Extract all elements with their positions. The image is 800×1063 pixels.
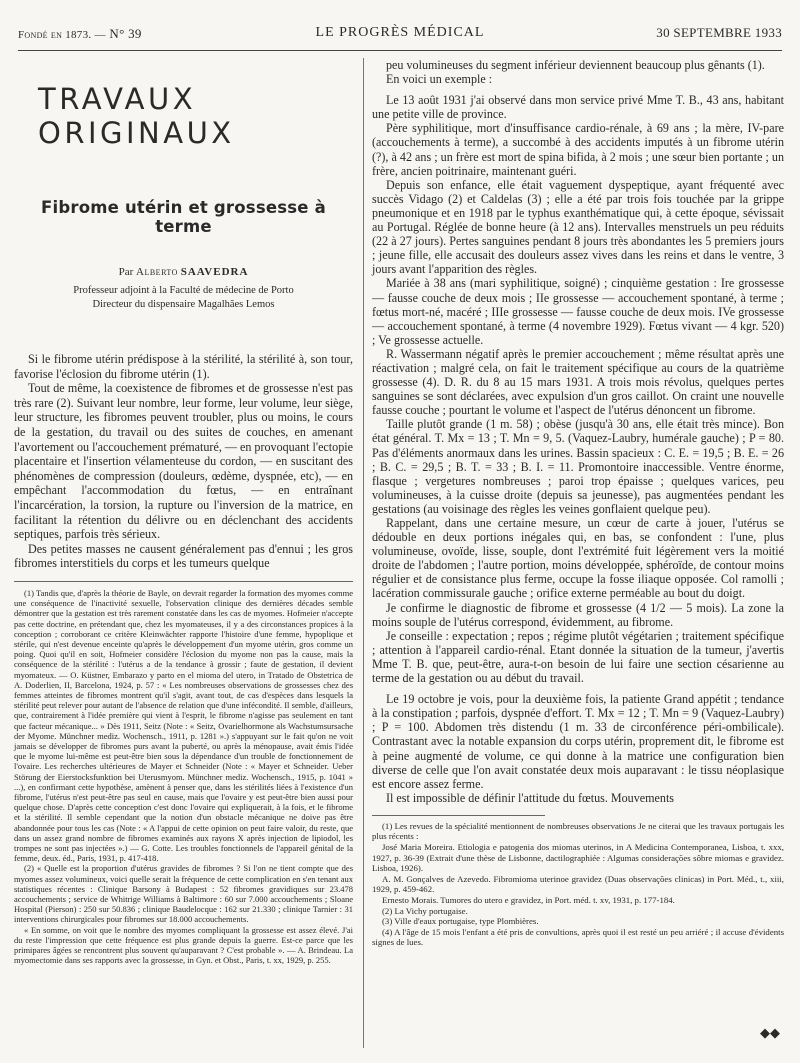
case-paragraph: R. Wassermann négatif après le premier accouchement ; même résultat après une réactivation ; malgré cela, on fait le traitement spécifique au cours de la quatrième grossesse (4). D. R. du 8 au 15 mars 1931. A trois mois révolus, quelques pertes sanguines se sont déclarées, avec expulsion d'un gros caillot. On craint une nouvelle fausse couche ; pourtant le volume et l'aspect de l'utérus dénoncent un fibrome. xyxy=(372,346,784,418)
footnote: (4) A l'âge de 15 mois l'enfant a été pris de convultions, après quoi il est resté un peu arriéré ; il accuse d'évidents signes de lues. xyxy=(372,926,784,948)
affiliation-line-1: Professeur adjoint à la Faculté de médecine de Porto xyxy=(73,285,294,296)
right-column xyxy=(372,58,784,948)
spacer xyxy=(372,685,784,692)
affiliation xyxy=(14,284,353,312)
footnote: (2) « Quelle est la proportion d'utérus gravides de fibromes ? Si l'on ne tient compte que des myomes assez volumineux, voici quelle serait la fréquence de cette complication en s'en tenant aux statistiques récentes : Clinique Barsony à Budapest : 52 fibromes gravidiques sur 23.478 accouchements ; service de Whitrige Williams à Baltimore : 60 sur 7.000 accouchements ; Sloane Hospital (Pierson) : 250 sur 50.836 ; clinique Baudelocque : 162 sur 21.330 ; clinique Tarnier : 31 interventions chirurgicales pour fibromes sur 18.000 accouchements. xyxy=(14,863,353,925)
footnote: (1) Tandis que, d'après la théorie de Bayle, on devrait regarder la formation des myomes comme une conséquence de l'inactivité sexuelle, l'observation clinique des dernières décades semble démontrer que la gestation est très rarement constatée dans les cas de myomes. Hofmeier n'accepte pas cette doctrine, en prétendant que, chez les myomateuses, il y a des circonstances propices à la conception ; corroborant ce critère Kleinwächter rapporte l'histoire d'une femme, hypoplique et stérile, qui n'est devenue enceinte qu'après le développement d'un myome utérin, gros comme un poing. Quoi qu'il en soit, Hofmeier considère l'éclosion du myome non pas la cause, mais la conséquence de la stérilité : l'utérus a de la tendance à grossir ; faute de gestation, il devient myomateux. — O. Küstner, Embarazo y parto en el mioma del utero, in Tratado de Obstetrica de A. Doderlien, II, Barcelona, 1924, p. 57 : « Les nombreuses observations de grossesses chez des femmes atteintes de fibromes montrent qu'il s'agit, avant tout, de cas d'espèces dans lesquels la stérilité peut relever pour autant de l'absence de relation que d'une infécondité. Il semble, d'ailleurs, que, contrairement à l'idée première qui vient à l'esprit, le fibrome n'agisse pas seulement en tant que facteur mécanique... » Dès 1911, Seitz (Note : « Seitz, Ovarielhormone als Wachstumsursache der Myome. Münchner mediz. Wochensch., 1911, p. 1281 ».) s'appuyant sur le fait qu'on ne voit jamais se développer de fibromes purs avant la puberté, ou après la ménopause, avait émis l'idée que le myome lui-même est peut-être bien sous la dépendance d'un trouble de fonctionnement de l'ovaire. Les recherches ultérieures de Mayer et Schneider (Note : « Mayer et Schneider. Ueber Störung der Eierstocksfunktion bei Uterusmyom. Münchner mediz. Wochensch., 1915, p. 1041 » ...), en confirmant cette hypothèse, amènent à penser que, dans les stérilités liées à l'existence d'un fibrome, l'utérus n'est peut-être pas seul en cause, mais que l'ovaire y est peut-être bien aussi pour quelque chose. D'après cette conception c'est donc l'ovaire qui expliquerait, à la fois, et le fibrome et la stérilité. Il semble cependant que la notion d'un obstacle mécanique ne doive pas être abandonnée pour tous les cas (Note : « A l'appui de cette opinion on peut faire valoir, du reste, que dans un assez grand nombre de fibromes examinés aux rayons X après injection de lipiodol, les trompes ne sont pas injectées ».) — G. Cotte. Les troubles fonctionnels de l'appareil génital de la femme, deux. éd., Paris, 1931, p. 417-418. xyxy=(14,587,353,864)
byline-par: Par xyxy=(118,266,134,278)
case-paragraph: Mariée à 38 ans (mari syphilitique, soigné) ; cinquième gestation : Ire grossesse — fausse couche de deux mois ; IIe grossesse — accouchement spontané, à terme ; fœtus mort-né, macéré ; IIIe grossesse — fausse couche de deux mois. IVe grossesse — accouchement spontané, à terme (4 novembre 1929). Fœtus vivant — 4 kgr. 520) ; Ve grossesse actuelle. xyxy=(372,276,784,347)
journal-name: LE PROGRÈS MÉDICAL xyxy=(315,25,485,40)
right-footnotes xyxy=(372,821,784,948)
left-body xyxy=(14,352,353,571)
case-paragraph: Depuis son enfance, elle était vaguement dyspeptique, ayant fréquenté avec succès Vidago (2) et Caldelas (3) ; elle a été par trois fois touchée par la grippe pneumonique et en 1918 par le typhus exanthématique qui, à cette époque, sévissait au Portugal. Réglée de bonne heure (à 12 ans). Intervalles menstruels un peu réduits (22 à 27 jours). Pertes sanguines pendant 8 jours très abondantes les 5 premiers jours ; jeune fille, elle accusait des douleurs assez vives dans les reins et dans le ventre, 3 jours avant l'apparition des règles. xyxy=(372,177,784,277)
author-last-name: SAAVEDRA xyxy=(180,266,249,278)
footnote: (2) La Vichy portugaise. xyxy=(382,905,468,916)
case-paragraph: Père syphilitique, mort d'insuffisance cardio-rénale, à 69 ans ; la mère, IV-pare (accouchements à terme), a succombé à des accidents imputés à un fibrome utérin (?), à 42 ans ; un frère est mort de spina bifida, à 2 mois ; une sœur bien portante ; un frère, ancien poitrinaire, maintenant guéri. xyxy=(372,121,784,178)
byline xyxy=(14,266,353,278)
end-ornament: ◆◆ xyxy=(760,1025,780,1040)
issue-date: 30 SEPTEMBRE 1933 xyxy=(656,25,782,40)
affiliation-line-2: Directeur du dispensaire Magalhães Lemos xyxy=(92,299,275,310)
footnote: (3) Ville d'eaux portugaise, type Plombières. xyxy=(382,916,539,927)
header-rule xyxy=(18,50,782,51)
footnote: José Maria Moreira. Etiologia e patogenia dos miomas uterinos, in A Medicina Contemporanea, Lisboa, t. xxx, 1927, p. 36-39 (Extrait d'une thèse de Lisbonne, dactilographiée : Algumas considerações sôbre miomas e gravidez. Lisboa, 1926). xyxy=(372,842,784,874)
article-title: Fibrome utérin et grossesse à terme xyxy=(41,198,326,236)
body-paragraph: Tout de même, la coexistence de fibromes et de grossesse n'est pas très rare (2). Suivant leur nombre, leur forme, leur volume, leur siège, leur structure, les fibromes peuvent troubler, plus ou moins, le cours de la gestation, du travail ou des suites de couches, en amenant l'avortement ou l'accouchement prématuré, — en provoquant l'ectopie placentaire et l'insertion vélamenteuse du cordon, — en suscitant des phénomènes de compression (douleurs, œdème, dyspnée, etc), — en empêchant l'accommodation du fœtus, — en entraînant l'incarcération, la torsion, la rupture ou l'inversion de la matrice, en facilitant la rétention du délivre ou en déclenchant des accidents septiques, parfois très sérieux. xyxy=(14,381,353,542)
case-paragraph: Rappelant, dans une certaine mesure, un cœur de carte à jouer, l'utérus se dédouble en deux portions inégales qui, en bas, se confondent : l'une, plus volumineuse, ovoïde, lisse, souple, dont l'extrémité fuit légèrement vers la moitié droite de l'abdomen ; l'autre portion, moins développée, sphéroïde, de contour moins régulier et de consistance plus ferme, occupe la fosse iliaque opposée. Col ramolli ; lacération commissurale gauche ; orifice externe perméable au bout du doigt. xyxy=(372,516,784,601)
section-title: TRAVAUX ORIGINAUX xyxy=(38,82,235,150)
footnote-rule xyxy=(372,815,545,816)
founded-note: Fondé en 1873. — xyxy=(18,29,106,41)
left-footnotes xyxy=(14,588,353,966)
right-body xyxy=(372,58,784,805)
body-paragraph: peu volumineuses du segment inférieur deviennent beaucoup plus gênants (1). xyxy=(386,58,765,72)
footnote: Ernesto Morais. Tumores do utero e gravidez, in Port. méd. t. xv, 1931, p. 177-184. xyxy=(382,895,675,906)
case-paragraph: Je confirme le diagnostic de fibrome et grossesse (4 1/2 — 5 mois). La zone la moins souple de l'utérus correspond, évidemment, au fibrome. xyxy=(372,600,784,629)
body-paragraph: Des petites masses ne causent généralement pas d'ennui ; les gros fibromes interstitiels du corps et les tumeurs quelque xyxy=(14,541,353,571)
footnote: « En somme, on voit que le nombre des myomes compliquant la grossesse est assez élevé. J'ai du reste l'impression que cette fréquence est plus grande depuis la guerre. Est-ce parce que les primipares âgées se rencontrent plus souvent qu'auparavant ? C'est probable ». — A. Brindeau. La myomectomie dans ses rapports avec la grossesse, in Gyn. et Obst., Paris, t. xx, 1929, p. 255. xyxy=(14,924,353,966)
case-paragraph: Le 13 août 1931 j'ai observé dans mon service privé Mme T. B., 43 ans, habitant une petite ville de province. xyxy=(372,93,784,122)
column-rule xyxy=(363,58,364,1048)
case-paragraph: Taille plutôt grande (1 m. 58) ; obèse (jusqu'à 30 ans, elle était très mince). Bon état général. T. Mx = 13 ; T. Mn = 9, 5. (Vaquez-Laubry, humérale gauche) ; P = 80. Pas d'éléments anormaux dans les urines. Bassin spacieux : C. E. = 19,5 ; B. E. = 26 ; B. C. = 29,5 ; B. T. = 33 ; B. I. = 11. Promontoire inaccessible. Ventre énorme, flasque ; vergetures nombreuses ; paroi trop épaisse ; quelques varices, peu volumineuses, à la cuisse droite (depuis sa jeunesse), pas augmentées pendant les gestations (au voisinage des règles les veines gonflaient quelque peu). xyxy=(372,417,784,516)
issue-number: N° 39 xyxy=(109,26,142,41)
running-header xyxy=(18,20,782,44)
body-paragraph: En voici un exemple : xyxy=(386,72,493,87)
case-paragraph: Il est impossible de définir l'attitude du fœtus. Mouvements xyxy=(386,790,675,805)
footnote: A. M. Gonçalves de Azevedo. Fibromioma uterinoe gravidez (Duas observações clinicas) in Port. Méd., t., xiii, 1929, p. 459-462. xyxy=(372,873,784,895)
footnote-rule xyxy=(14,581,353,582)
body-paragraph: Si le fibrome utérin prédispose à la stérilité, la stérilité à, son tour, favorise l'éclosion du fibrome utérin (1). xyxy=(14,352,353,381)
case-paragraph: Le 19 octobre je vois, pour la deuxième fois, la patiente Grand appétit ; tendance à la constipation ; parfois, dyspnée d'effort. T. Mx = 12 ; T. Mn = 9 (Vaquez-Laubry) ; P = 100. Abdomen très distendu (1 m. 33 de circonférence péri-ombilicale). Contrastant avec la notable expansion du corps utérin, proprement dit, le fibrome est à peine augmenté de volume, ce qui donne à la matrice une configuration bien diverse de celle que l'on avait constatée deux mois auparavant : le tissu néoplasique est encore assez ferme. xyxy=(372,692,784,791)
spacer xyxy=(372,86,784,93)
case-paragraph: Je conseille : expectation ; repos ; régime plutôt végétarien ; traitement spécifique ; attention à l'appareil cardio-rénal. Etant donnée la situation de la tumeur, j'avertis Mme T. B. que, peut-être, aura-t-on besoin de lui faire une section césarienne au terme de la gestation ou au début du travail. xyxy=(372,628,784,686)
left-column xyxy=(14,58,353,965)
author-first-name: Alberto xyxy=(136,266,178,278)
footnote: (1) Les revues de la spécialité mentionnent de nombreuses observations Je ne citerai que les travaux portugais les plus récents : xyxy=(372,820,784,842)
